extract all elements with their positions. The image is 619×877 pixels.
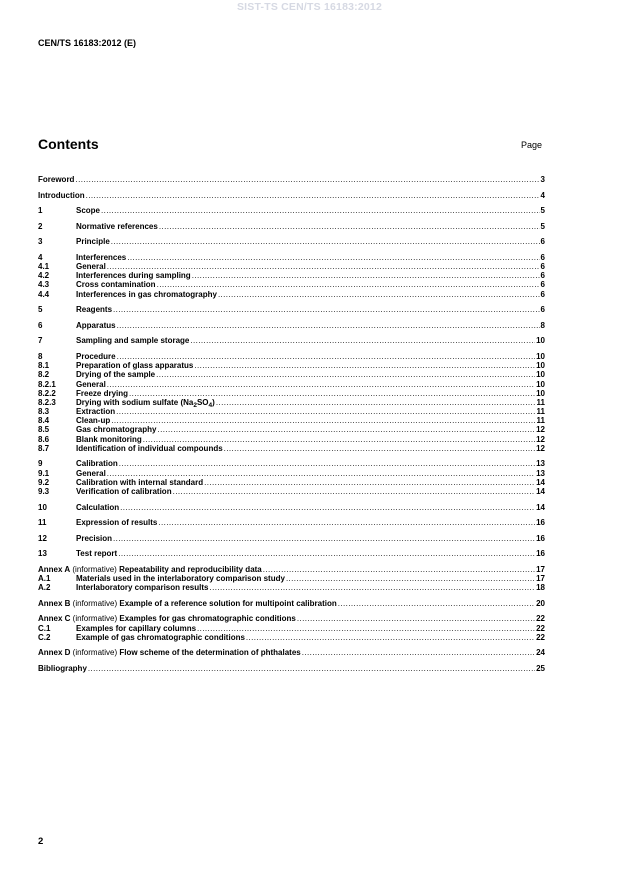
- toc-entry[interactable]: [38, 549, 545, 558]
- annex-title: Examples for gas chromatographic conditions: [119, 614, 296, 624]
- toc-entry-title: Calibration with internal standard: [76, 477, 204, 487]
- dot-leader: [286, 574, 535, 583]
- toc-entry-number: 9.3: [38, 486, 50, 496]
- toc-entry-page: 3: [540, 174, 545, 184]
- toc-entry[interactable]: [38, 290, 545, 299]
- dot-leader: [119, 459, 535, 468]
- annex-label: Annex B: [38, 598, 71, 608]
- toc-entry-title: Test report: [76, 549, 118, 559]
- toc-entry-page: 12: [536, 443, 545, 453]
- toc-entry-number: 8.5: [38, 425, 50, 435]
- annex-note: (informative): [70, 614, 120, 624]
- toc-entry-title: Interferences during sampling: [76, 271, 191, 281]
- dot-leader: [158, 518, 535, 527]
- toc-entry-number: 8.1: [38, 361, 50, 371]
- dot-leader: [118, 549, 535, 558]
- toc-entry-title: [38, 565, 262, 574]
- dot-leader: [157, 425, 535, 434]
- toc-entry-title: Calculation: [76, 502, 120, 512]
- toc-entry-title: Scope: [76, 206, 101, 216]
- toc-entry-number: 8: [38, 351, 43, 361]
- toc-entry-number: 3: [38, 237, 43, 247]
- toc-entry-number: 4.4: [38, 289, 50, 299]
- toc-entry-title: [38, 599, 337, 608]
- dot-leader: [107, 469, 535, 478]
- toc-entry-number: 1: [38, 206, 43, 216]
- toc-entry-title: Identification of individual compounds: [76, 443, 223, 453]
- dot-leader: [86, 191, 540, 200]
- dot-leader: [302, 648, 535, 657]
- toc-entry-page: 8: [540, 320, 545, 330]
- toc-entry[interactable]: [38, 534, 545, 543]
- toc-entry-title: Calibration: [76, 459, 118, 469]
- toc-entry-title: [38, 614, 296, 623]
- toc-entry-page: 13: [536, 459, 545, 469]
- toc-entry-number: 9.2: [38, 477, 50, 487]
- toc-entry-title: Verification of calibration: [76, 486, 172, 496]
- toc-entry-title: Bibliography: [38, 663, 87, 673]
- watermark: SIST-TS CEN/TS 16183:2012: [236, 1, 383, 13]
- toc-entry-number: 5: [38, 305, 43, 315]
- toc-entry-number: 8.2.1: [38, 379, 56, 389]
- toc-entry-number: 8.2: [38, 370, 50, 380]
- toc-entry[interactable]: [38, 222, 545, 231]
- toc-entry[interactable]: [38, 361, 545, 370]
- toc-entry-title: Drying with sodium sulfate $(Na_2SO_4)$: [76, 397, 215, 409]
- toc-entry-number: 4: [38, 252, 43, 262]
- toc-entry-title: General: [76, 262, 106, 272]
- toc-entry[interactable]: [38, 425, 545, 434]
- dot-leader: [143, 435, 535, 444]
- toc-entry-title: Drying of the sample: [76, 370, 156, 380]
- toc-entry[interactable]: [38, 435, 545, 444]
- toc-entry-title: Reagents: [76, 305, 113, 315]
- toc-entry-page: 10: [536, 351, 545, 361]
- toc-entry-number: 11: [38, 518, 47, 528]
- toc-entry-number: 6: [38, 320, 43, 330]
- dot-leader: [197, 624, 535, 633]
- toc-entry[interactable]: [38, 503, 545, 512]
- toc-entry[interactable]: [38, 599, 545, 608]
- toc-entry-page: 10: [536, 370, 545, 380]
- dot-leader: [338, 599, 535, 608]
- toc-entry-page: 16: [536, 533, 545, 543]
- toc-entry-number: 8.7: [38, 443, 50, 453]
- dot-leader: [129, 389, 535, 398]
- toc-entry-title: Cross contamination: [76, 280, 156, 290]
- toc-entry-page: 22: [536, 632, 545, 642]
- toc-entry-number: 8.4: [38, 416, 50, 426]
- dot-leader: [113, 305, 540, 314]
- page-title: Contents: [38, 136, 99, 152]
- dot-leader: [173, 487, 536, 496]
- dot-leader: [204, 478, 535, 487]
- annex-label: Annex D: [38, 648, 71, 658]
- toc-entry-number: 2: [38, 221, 43, 231]
- toc-entry-number: 10: [38, 502, 47, 512]
- toc-entry-title: Normative references: [76, 221, 158, 231]
- dot-leader: [192, 271, 540, 280]
- toc-entry-title: Interferences in gas chromatography: [76, 289, 217, 299]
- toc-entry-page: 5: [540, 206, 545, 216]
- annex-title: Repeatability and reproducibility data: [119, 564, 262, 574]
- dot-leader: [209, 583, 535, 592]
- toc-entry-page: 6: [540, 280, 545, 290]
- toc-entry-title: General: [76, 468, 106, 478]
- toc-entry[interactable]: [38, 633, 545, 642]
- dot-leader: [216, 398, 536, 407]
- toc-entry[interactable]: [38, 280, 545, 289]
- toc-entry-page: 10: [536, 388, 545, 398]
- toc-entry-number: 8.2.2: [38, 388, 56, 398]
- toc-entry[interactable]: [38, 459, 545, 468]
- toc-entry-page: 22: [536, 614, 545, 624]
- annex-label: Annex C: [38, 614, 71, 624]
- dot-leader: [159, 222, 540, 231]
- toc-entry[interactable]: [38, 444, 545, 453]
- toc-entry[interactable]: [38, 407, 545, 416]
- toc-entry-number: 8.2.3: [38, 397, 56, 407]
- dot-leader: [127, 253, 539, 262]
- toc-entry-page: 6: [540, 237, 545, 247]
- dot-leader: [116, 407, 535, 416]
- toc-entry[interactable]: [38, 380, 545, 389]
- toc-entry-page: 6: [540, 252, 545, 262]
- toc-entry-page: 22: [536, 623, 545, 633]
- toc-entry[interactable]: [38, 305, 545, 314]
- dot-leader: [113, 534, 535, 543]
- dot-leader: [190, 336, 535, 345]
- toc-entry-title: Extraction: [76, 407, 116, 417]
- dot-leader: [111, 416, 535, 425]
- toc-entry-page: 10: [536, 379, 545, 389]
- toc-entry-title: Example of gas chromatographic conditions: [76, 632, 245, 642]
- dot-leader: [75, 175, 539, 184]
- toc-entry-number: A.1: [38, 574, 51, 584]
- toc-entry-page: 24: [536, 648, 545, 658]
- toc-entry[interactable]: [38, 352, 545, 361]
- toc-entry[interactable]: [38, 370, 545, 379]
- toc-entry-title: Precision: [76, 533, 113, 543]
- toc-entry-page: 16: [536, 549, 545, 559]
- toc-entry[interactable]: [38, 624, 545, 633]
- toc-entry-title: Sampling and sample storage: [76, 336, 190, 346]
- dot-leader: [157, 280, 540, 289]
- toc-entry[interactable]: [38, 469, 545, 478]
- toc-entry-title: Freeze drying: [76, 388, 129, 398]
- toc-entry-number: 9.1: [38, 468, 50, 478]
- toc-entry-title: Interlaboratory comparison results: [76, 583, 209, 593]
- toc-entry-page: 13: [536, 468, 545, 478]
- dot-leader: [297, 614, 535, 623]
- dot-leader: [156, 370, 535, 379]
- annex-title: Example of a reference solution for multipoint calibration: [119, 598, 337, 608]
- annex-label: Annex A: [38, 564, 71, 574]
- dot-leader: [111, 237, 540, 246]
- toc-entry-title: Expression of results: [76, 518, 158, 528]
- toc-entry-number: 12: [38, 533, 47, 543]
- toc-entry-page: 20: [536, 598, 545, 608]
- toc-entry[interactable]: [38, 478, 545, 487]
- toc-entry-title: Examples for capillary columns: [76, 623, 197, 633]
- dot-leader: [117, 321, 540, 330]
- toc-entry-page: 5: [540, 221, 545, 231]
- annex-note: (informative): [70, 564, 120, 574]
- toc-entry[interactable]: [38, 206, 545, 215]
- dot-leader: [88, 664, 535, 673]
- toc-entry[interactable]: [38, 237, 545, 246]
- toc-entry-page: 12: [536, 425, 545, 435]
- dot-leader: [117, 352, 536, 361]
- toc-entry-page: 14: [536, 486, 545, 496]
- toc-entry-number: 9: [38, 459, 43, 469]
- toc-entry-page: 14: [536, 477, 545, 487]
- toc-entry-number: C.2: [38, 632, 51, 642]
- toc-entry-page: 10: [536, 336, 545, 346]
- page-number: 2: [38, 836, 44, 847]
- toc-entry-title: Blank monitoring: [76, 434, 142, 444]
- toc-entry-title: Introduction: [38, 190, 85, 200]
- dot-leader: [107, 380, 535, 389]
- dot-leader: [218, 290, 540, 299]
- toc-entry-title: Apparatus: [76, 320, 116, 330]
- dot-leader: [107, 262, 540, 271]
- toc-entry[interactable]: [38, 583, 545, 592]
- toc-entry[interactable]: [38, 614, 545, 623]
- toc-entry[interactable]: [38, 271, 545, 280]
- table-of-contents: [38, 175, 545, 673]
- toc-entry-title: Procedure: [76, 351, 116, 361]
- toc-entry-number: 8.3: [38, 407, 50, 417]
- toc-entry-page: 16: [536, 518, 545, 528]
- toc-entry-page: 11: [536, 397, 545, 407]
- toc-entry-page: 6: [540, 289, 545, 299]
- toc-entry-page: 11: [536, 416, 545, 426]
- toc-entry-page: 6: [540, 305, 545, 315]
- toc-entry-page: 18: [536, 583, 545, 593]
- toc-entry-title: Interferences: [76, 252, 127, 262]
- toc-entry-title: Clean-up: [76, 416, 111, 426]
- toc-entry-title: Gas chromatography: [76, 425, 157, 435]
- dot-leader: [120, 503, 535, 512]
- toc-entry-page: 4: [540, 190, 545, 200]
- toc-entry[interactable]: [38, 574, 545, 583]
- toc-entry-title: Foreword: [38, 174, 75, 184]
- dot-leader: [101, 206, 540, 215]
- toc-entry[interactable]: [38, 416, 545, 425]
- toc-entry-number: 13: [38, 549, 47, 559]
- toc-entry[interactable]: [38, 321, 545, 330]
- toc-entry-number: 8.6: [38, 434, 50, 444]
- toc-entry-page: 6: [540, 262, 545, 272]
- toc-entry[interactable]: [38, 565, 545, 574]
- annex-title: Flow scheme of the determination of phthalates: [119, 648, 301, 658]
- toc-entry-page: 11: [536, 407, 545, 417]
- toc-entry[interactable]: [38, 518, 545, 527]
- dot-leader: [194, 361, 535, 370]
- page-column-label: Page: [521, 140, 543, 150]
- toc-entry-number: C.1: [38, 623, 51, 633]
- toc-entry-title: General: [76, 379, 106, 389]
- toc-entry-page: 12: [536, 434, 545, 444]
- toc-entry-page: 10: [536, 361, 545, 371]
- annex-note: (informative): [70, 598, 120, 608]
- toc-entry[interactable]: [38, 648, 545, 657]
- toc-entry-page: 25: [536, 663, 545, 673]
- toc-entry-page: 17: [536, 564, 545, 574]
- toc-entry[interactable]: [38, 664, 545, 673]
- toc-entry-page: 17: [536, 574, 545, 584]
- toc-entry-page: 14: [536, 502, 545, 512]
- toc-entry-number: 7: [38, 336, 43, 346]
- toc-entry-number: A.2: [38, 583, 51, 593]
- toc-entry-title: [38, 648, 301, 657]
- document-id: CEN/TS 16183:2012 (E): [38, 38, 137, 48]
- annex-note: (informative): [70, 648, 120, 658]
- toc-entry[interactable]: [38, 253, 545, 262]
- toc-entry-title: Principle: [76, 237, 110, 247]
- toc-entry[interactable]: [38, 262, 545, 271]
- dot-leader: [263, 565, 535, 574]
- toc-entry[interactable]: [38, 191, 545, 200]
- toc-entry[interactable]: [38, 336, 545, 345]
- toc-entry-title: Preparation of glass apparatus: [76, 361, 194, 371]
- toc-entry-number: 4.3: [38, 280, 50, 290]
- dot-leader: [246, 633, 535, 642]
- toc-entry[interactable]: [38, 175, 545, 184]
- toc-entry[interactable]: [38, 487, 545, 496]
- toc-entry[interactable]: [38, 389, 545, 398]
- dot-leader: [224, 444, 535, 453]
- toc-entry-number: 4.1: [38, 262, 50, 272]
- toc-entry-page: 6: [540, 271, 545, 281]
- toc-entry-number: 4.2: [38, 271, 50, 281]
- toc-entry[interactable]: [38, 398, 545, 407]
- toc-entry-title: Materials used in the interlaboratory comparison study: [76, 574, 285, 584]
